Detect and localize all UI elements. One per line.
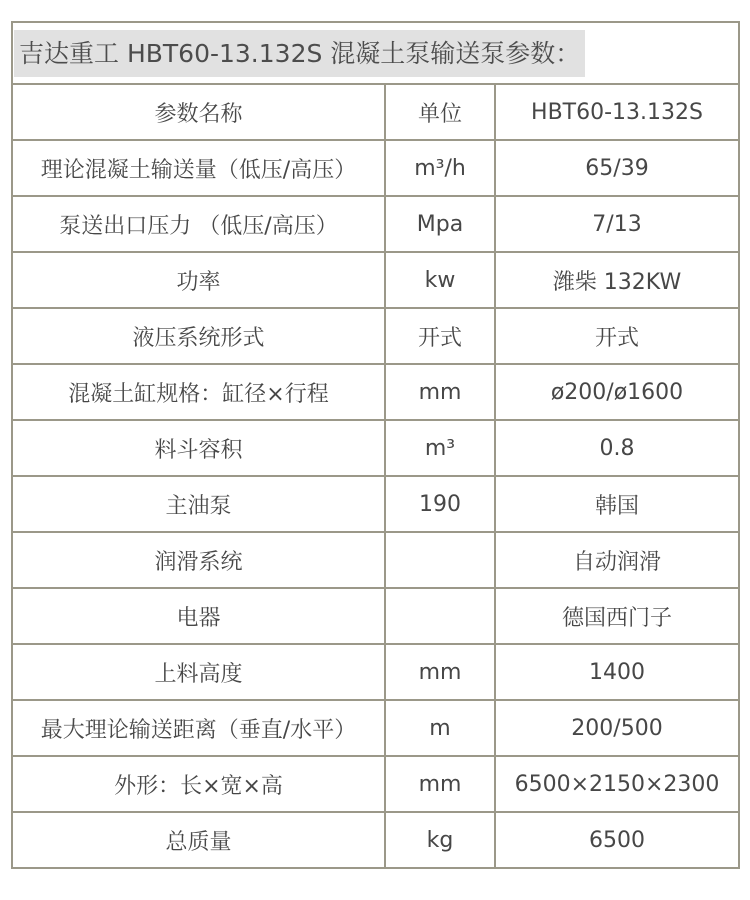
value-cell: 1400 — [495, 644, 739, 700]
value-cell: 开式 — [495, 308, 739, 364]
value-cell: 韩国 — [495, 476, 739, 532]
table-row — [12, 812, 739, 868]
param-name-cell: 混凝土缸规格：缸径×行程 — [12, 364, 385, 420]
param-name-cell: 总质量 — [12, 812, 385, 868]
param-name-cell: 功率 — [12, 252, 385, 308]
value-cell: 200/500 — [495, 700, 739, 756]
unit-cell: m³/h — [385, 140, 495, 196]
unit-cell: 190 — [385, 476, 495, 532]
value-cell: ø200/ø1600 — [495, 364, 739, 420]
table-row — [12, 420, 739, 476]
param-name-cell: 最大理论输送距离（垂直/水平） — [12, 700, 385, 756]
value-cell: 自动润滑 — [495, 532, 739, 588]
value-cell: 65/39 — [495, 140, 739, 196]
table-row — [12, 756, 739, 812]
value-cell: 7/13 — [495, 196, 739, 252]
table-header-row — [12, 84, 739, 140]
param-name-cell: 上料高度 — [12, 644, 385, 700]
table-row — [12, 700, 739, 756]
table-row — [12, 140, 739, 196]
spec-table — [11, 21, 740, 869]
param-name-cell: 泵送出口压力 （低压/高压） — [12, 196, 385, 252]
param-name-cell: 料斗容积 — [12, 420, 385, 476]
unit-cell: m³ — [385, 420, 495, 476]
param-name-cell: 理论混凝土输送量（低压/高压） — [12, 140, 385, 196]
unit-cell — [385, 588, 495, 644]
page-title: 吉达重工 HBT60-13.132S 混凝土泵输送泵参数： — [14, 30, 585, 77]
header-param-name: 参数名称 — [12, 84, 385, 140]
spec-table-container — [11, 21, 738, 869]
unit-cell: kg — [385, 812, 495, 868]
value-cell: 0.8 — [495, 420, 739, 476]
unit-cell: mm — [385, 644, 495, 700]
table-row — [12, 588, 739, 644]
param-name-cell: 外形：长×宽×高 — [12, 756, 385, 812]
header-model: HBT60-13.132S — [495, 84, 739, 140]
table-row — [12, 364, 739, 420]
unit-cell: mm — [385, 756, 495, 812]
table-row — [12, 532, 739, 588]
table-row — [12, 476, 739, 532]
unit-cell: kw — [385, 252, 495, 308]
param-name-cell: 液压系统形式 — [12, 308, 385, 364]
value-cell: 6500×2150×2300 — [495, 756, 739, 812]
unit-cell: m — [385, 700, 495, 756]
value-cell: 德国西门子 — [495, 588, 739, 644]
table-row — [12, 196, 739, 252]
title-row — [12, 22, 739, 84]
table-row — [12, 308, 739, 364]
unit-cell: mm — [385, 364, 495, 420]
unit-cell — [385, 532, 495, 588]
header-unit: 单位 — [385, 84, 495, 140]
param-name-cell: 主油泵 — [12, 476, 385, 532]
table-row — [12, 644, 739, 700]
unit-cell: Mpa — [385, 196, 495, 252]
value-cell: 6500 — [495, 812, 739, 868]
param-name-cell: 润滑系统 — [12, 532, 385, 588]
value-cell: 潍柴 132KW — [495, 252, 739, 308]
param-name-cell: 电器 — [12, 588, 385, 644]
unit-cell: 开式 — [385, 308, 495, 364]
title-cell — [12, 22, 739, 84]
table-row — [12, 252, 739, 308]
